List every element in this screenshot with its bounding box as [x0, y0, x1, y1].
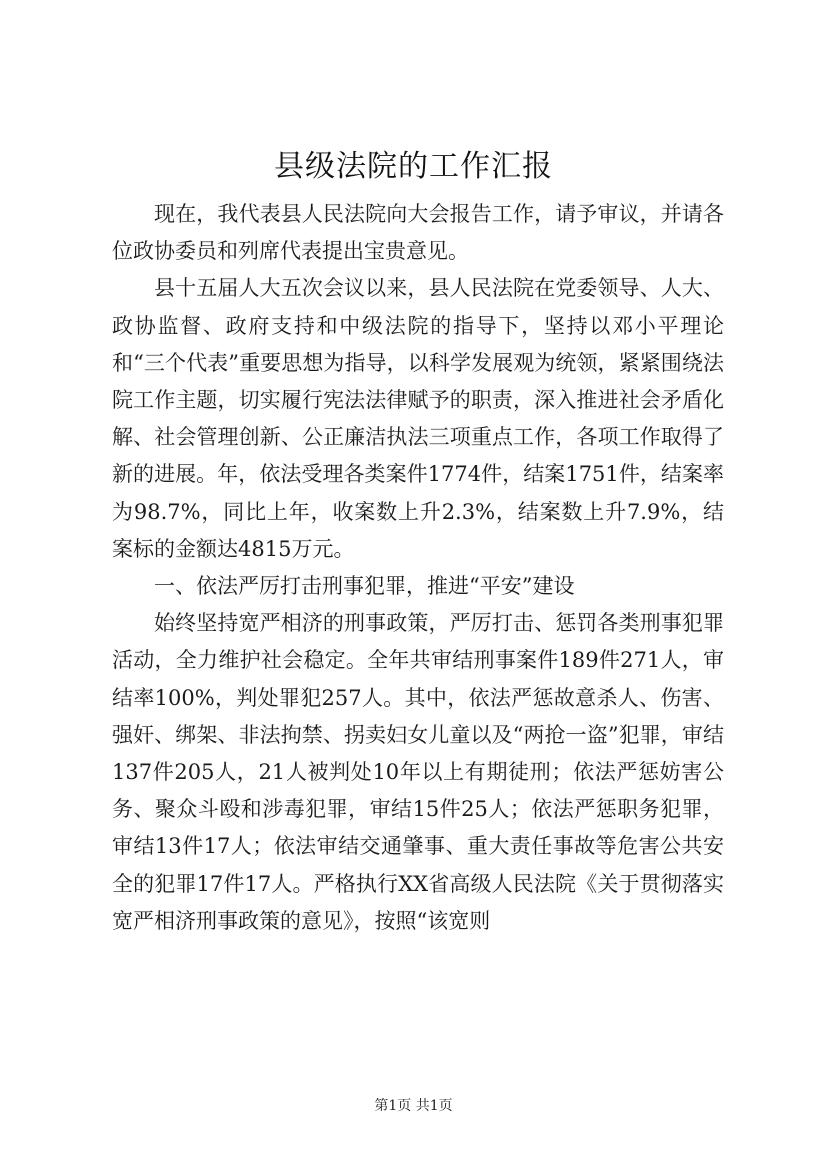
paragraph-intro: 现在，我代表县人民法院向大会报告工作，请予审议，并请各位政协委员和列席代表提出宝贵意见。: [112, 202, 724, 264]
paragraph-overview: 县十五届人大五次会议以来，县人民法院在党委领导、人大、政协监督、政府支持和中级法院的指导下，坚持以邓小平理论和“三个代表”重要思想为指导，以科学发展观为统领，紧紧围绕法院工作主题，切实履行宪法法律赋予的职责，深入推进社会矛盾化解、社会管理创新、公正廉洁执法三项重点工作，各项工作取得了新的进展。年，依法受理各类案件1774件，结案1751件，结案率为98.7%，同比上年，收案数上升2.3%，结案数上升7.9%，结案标的金额达4815万元。: [112, 276, 724, 561]
document-title: 县级法院的工作汇报: [274, 149, 553, 184]
page-footer: 第1页 共1页: [374, 1098, 453, 1114]
document-body: [112, 196, 724, 940]
section-heading-1: 一、依法严厉打击刑事犯罪，推进“平安”建设: [154, 574, 575, 599]
paragraph-criminal: 始终坚持宽严相济的刑事政策，严厉打击、惩罚各类刑事犯罪活动，全力维护社会稳定。全年共审结刑事案件189件271人，审结率100%，判处罪犯257人。其中，依法严惩故意杀人、伤害、强奸、绑架、非法拘禁、拐卖妇女儿童以及“两抢一盗”犯罪，审结137件205人，21人被判处10年以上有期徒刑；依法严惩妨害公务、聚众斗殴和涉毒犯罪，审结15件25人；依法严惩职务犯罪，审结13件17人；依法审结交通肇事、重大责任事故等危害公共安全的犯罪17件17人。严格执行XX省高级人民法院《关于贯彻落实宽严相济刑事政策的意见》，按照“该宽则: [112, 611, 724, 933]
